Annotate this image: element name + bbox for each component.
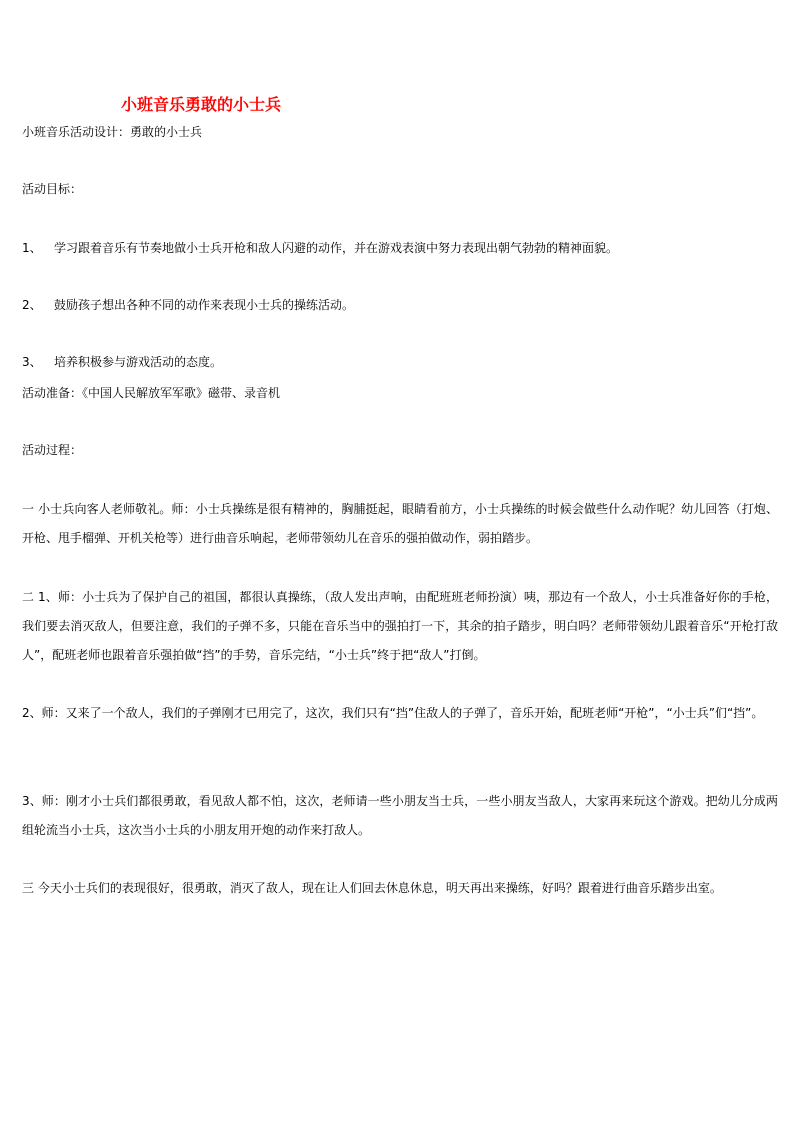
process-step-5: 三 今天小士兵们的表现很好，很勇敢，消灭了敌人，现在让人们回去休息休息，明天再出来操练，好吗？跟着进行曲音乐踏步出室。 bbox=[22, 881, 722, 895]
process-step-3: 2、师：又来了一个敌人，我们的子弹刚才已用完了，这次，我们只有“挡”住敌人的子弹了，音乐开始，配班老师“开枪”，“小士兵”们“挡”。 bbox=[22, 706, 764, 720]
process-step-2: 二 1、师：小士兵为了保护自己的祖国，都很认真操练，（敌人发出声响，由配班班老师扮演）咦，那边有一个敌人，小士兵准备好你的手枪，我们要去消灭敌人，但要注意，我们的子弹不多，只能在音乐当中的强拍打一下，其余的拍子踏步，明白吗？老师带领幼儿跟着音乐“开枪打敌人”，配班老师也跟着音乐强拍做“挡”的手势，音乐完结，“小士兵”终于把“敌人”打倒。 bbox=[22, 590, 778, 662]
document-subtitle: 小班音乐活动设计：勇敢的小士兵 bbox=[22, 125, 203, 139]
goal-text: 学习跟着音乐有节奏地做小士兵开枪和敌人闪避的动作，并在游戏表演中努力表现出朝气勃勃的精神面貌。 bbox=[54, 241, 619, 255]
goal-text: 培养积极参与游戏活动的态度。 bbox=[54, 355, 223, 369]
goal-item-2 bbox=[22, 297, 354, 313]
process-heading: 活动过程： bbox=[22, 443, 83, 457]
document-title: 小班音乐勇敢的小士兵 bbox=[121, 95, 282, 114]
goal-text: 鼓励孩子想出各种不同的动作来表现小士兵的操练活动。 bbox=[54, 298, 355, 312]
process-step-1: 一 小士兵向客人老师敬礼。师：小士兵操练是很有精神的，胸脯挺起，眼睛看前方，小士兵操练的时候会做些什么动作呢？幼儿回答（打炮、开枪、甩手榴弹、开机关枪等）进行曲音乐响起，老师带领幼儿在音乐的强拍做动作，弱拍踏步。 bbox=[22, 502, 778, 545]
process-step-4: 3、师：刚才小士兵们都很勇敢，看见敌人都不怕，这次，老师请一些小朋友当士兵，一些小朋友当敌人，大家再来玩这个游戏。把幼儿分成两组轮流当小士兵，这次当小士兵的小朋友用开炮的动作来打敌人。 bbox=[22, 794, 778, 837]
preparation-line: 活动准备：《中国人民解放军军歌》磁带、录音机 bbox=[22, 386, 281, 400]
goal-number: 2、 bbox=[22, 298, 42, 312]
goal-item-1 bbox=[22, 240, 618, 256]
goals-heading: 活动目标： bbox=[22, 182, 83, 196]
goal-number: 3、 bbox=[22, 355, 42, 369]
goal-item-3 bbox=[22, 354, 222, 370]
goal-number: 1、 bbox=[22, 241, 42, 255]
